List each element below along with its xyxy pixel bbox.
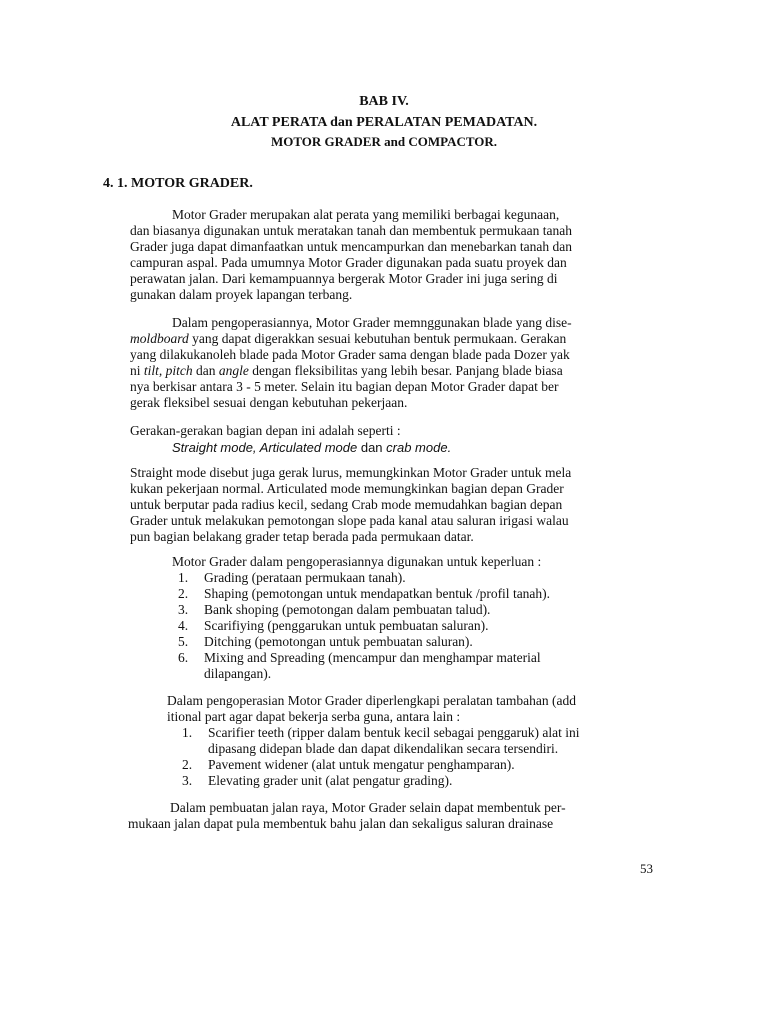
paragraph-2-line: nya berkisar antara 3 - 5 meter. Selain itu bagian depan Motor Grader dapat ber (130, 379, 559, 394)
paragraph-1-line: gunakan dalam proyek lapangan terbang. (130, 287, 353, 302)
paragraph-1-line: perawatan jalan. Dari kemampuannya bergerak Motor Grader ini juga sering di (130, 271, 558, 286)
list-item: 5. Ditching (pemotongan untuk pembuatan saluran). (178, 634, 473, 649)
paragraph-3-line: Gerakan-gerakan bagian depan ini adalah seperti : (130, 423, 401, 438)
list-item-continuation: dipasang didepan blade dan dapat dikendalikan secara tersendiri. (208, 741, 559, 756)
paragraph-3-modes: Straight mode, Articulated mode dan crab mode. (172, 440, 452, 455)
list-item: 4. Scarifiying (penggarukan untuk pembuatan saluran). (178, 618, 489, 633)
list-item: 2. Pavement widener (alat untuk mengatur penghamparan). (182, 757, 515, 772)
paragraph-2-line: yang dilakukanoleh blade pada Motor Grader sama dengan blade pada Dozer yak (130, 347, 570, 362)
chapter-label: BAB IV. (359, 94, 409, 109)
paragraph-1-line: Grader juga dapat dimanfaatkan untuk mencampurkan dan menebarkan tanah dan (130, 239, 572, 254)
list-item-continuation: dilapangan). (204, 666, 272, 681)
paragraph-2-line: ni tilt, pitch dan angle dengan fleksibilitas yang lebih besar. Panjang blade biasa (130, 363, 563, 378)
paragraph-6-line: Dalam pengoperasian Motor Grader diperlengkapi peralatan tambahan (add (167, 693, 576, 708)
paragraph-1-line: Motor Grader merupakan alat perata yang memiliki berbagai kegunaan, (172, 207, 560, 222)
list-item: 3. Elevating grader unit (alat pengatur grading). (182, 773, 453, 788)
paragraph-4-line: untuk berputar pada radius kecil, sedang Crab mode memudahkan bagian depan (130, 497, 563, 512)
page-number: 53 (640, 861, 653, 876)
list-item: 1. Grading (perataan permukaan tanah). (178, 570, 406, 585)
chapter-title: ALAT PERATA dan PERALATAN PEMADATAN. (230, 115, 538, 130)
paragraph-6-line: itional part agar dapat bekerja serba guna, antara lain : (167, 709, 461, 724)
list-item: 2. Shaping (pemotongan untuk mendapatkan bentuk /profil tanah). (178, 586, 551, 601)
list-item: 1. Scarifier teeth (ripper dalam bentuk kecil sebagai penggaruk) alat ini (182, 725, 580, 740)
paragraph-5-intro: Motor Grader dalam pengoperasiannya digunakan untuk keperluan : (172, 554, 542, 569)
paragraph-1-line: campuran aspal. Pada umumnya Motor Grader digunakan pada suatu proyek dan (130, 255, 567, 270)
paragraph-4-line: Grader untuk melakukan pemotongan slope pada kanal atau saluran irigasi walau (130, 513, 569, 528)
list-item: 6. Mixing and Spreading (mencampur dan menghampar material (178, 650, 541, 665)
paragraph-7-line: Dalam pembuatan jalan raya, Motor Grader selain dapat membentuk per- (170, 800, 566, 815)
paragraph-2-line: gerak fleksibel sesuai dengan kebutuhan pekerjaan. (130, 395, 408, 410)
paragraph-4-line: Straight mode disebut juga gerak lurus, memungkinkan Motor Grader untuk mela (130, 465, 572, 480)
paragraph-4-line: pun bagian belakang grader tetap berada pada permukaan datar. (130, 529, 474, 544)
italic-term: moldboard (130, 331, 189, 346)
section-heading: 4. 1. MOTOR GRADER. (103, 176, 253, 191)
list-item: 3. Bank shoping (pemotongan dalam pembuatan talud). (178, 602, 491, 617)
paragraph-1-line: dan biasanya digunakan untuk meratakan tanah dan membentuk permukaan tanah (130, 223, 572, 238)
paragraph-2-line: Dalam pengoperasiannya, Motor Grader memnggunakan blade yang dise- (172, 315, 572, 330)
paragraph-4-line: kukan pekerjaan normal. Articulated mode memungkinkan bagian depan Grader (130, 481, 564, 496)
paragraph-2-line: moldboard yang dapat digerakkan sesuai kebutuhan bentuk permukaan. Gerakan (130, 331, 567, 346)
paragraph-7-line: mukaan jalan dapat pula membentuk bahu jalan dan sekaligus saluran drainase (128, 816, 554, 831)
chapter-subtitle: MOTOR GRADER and COMPACTOR. (270, 134, 498, 149)
